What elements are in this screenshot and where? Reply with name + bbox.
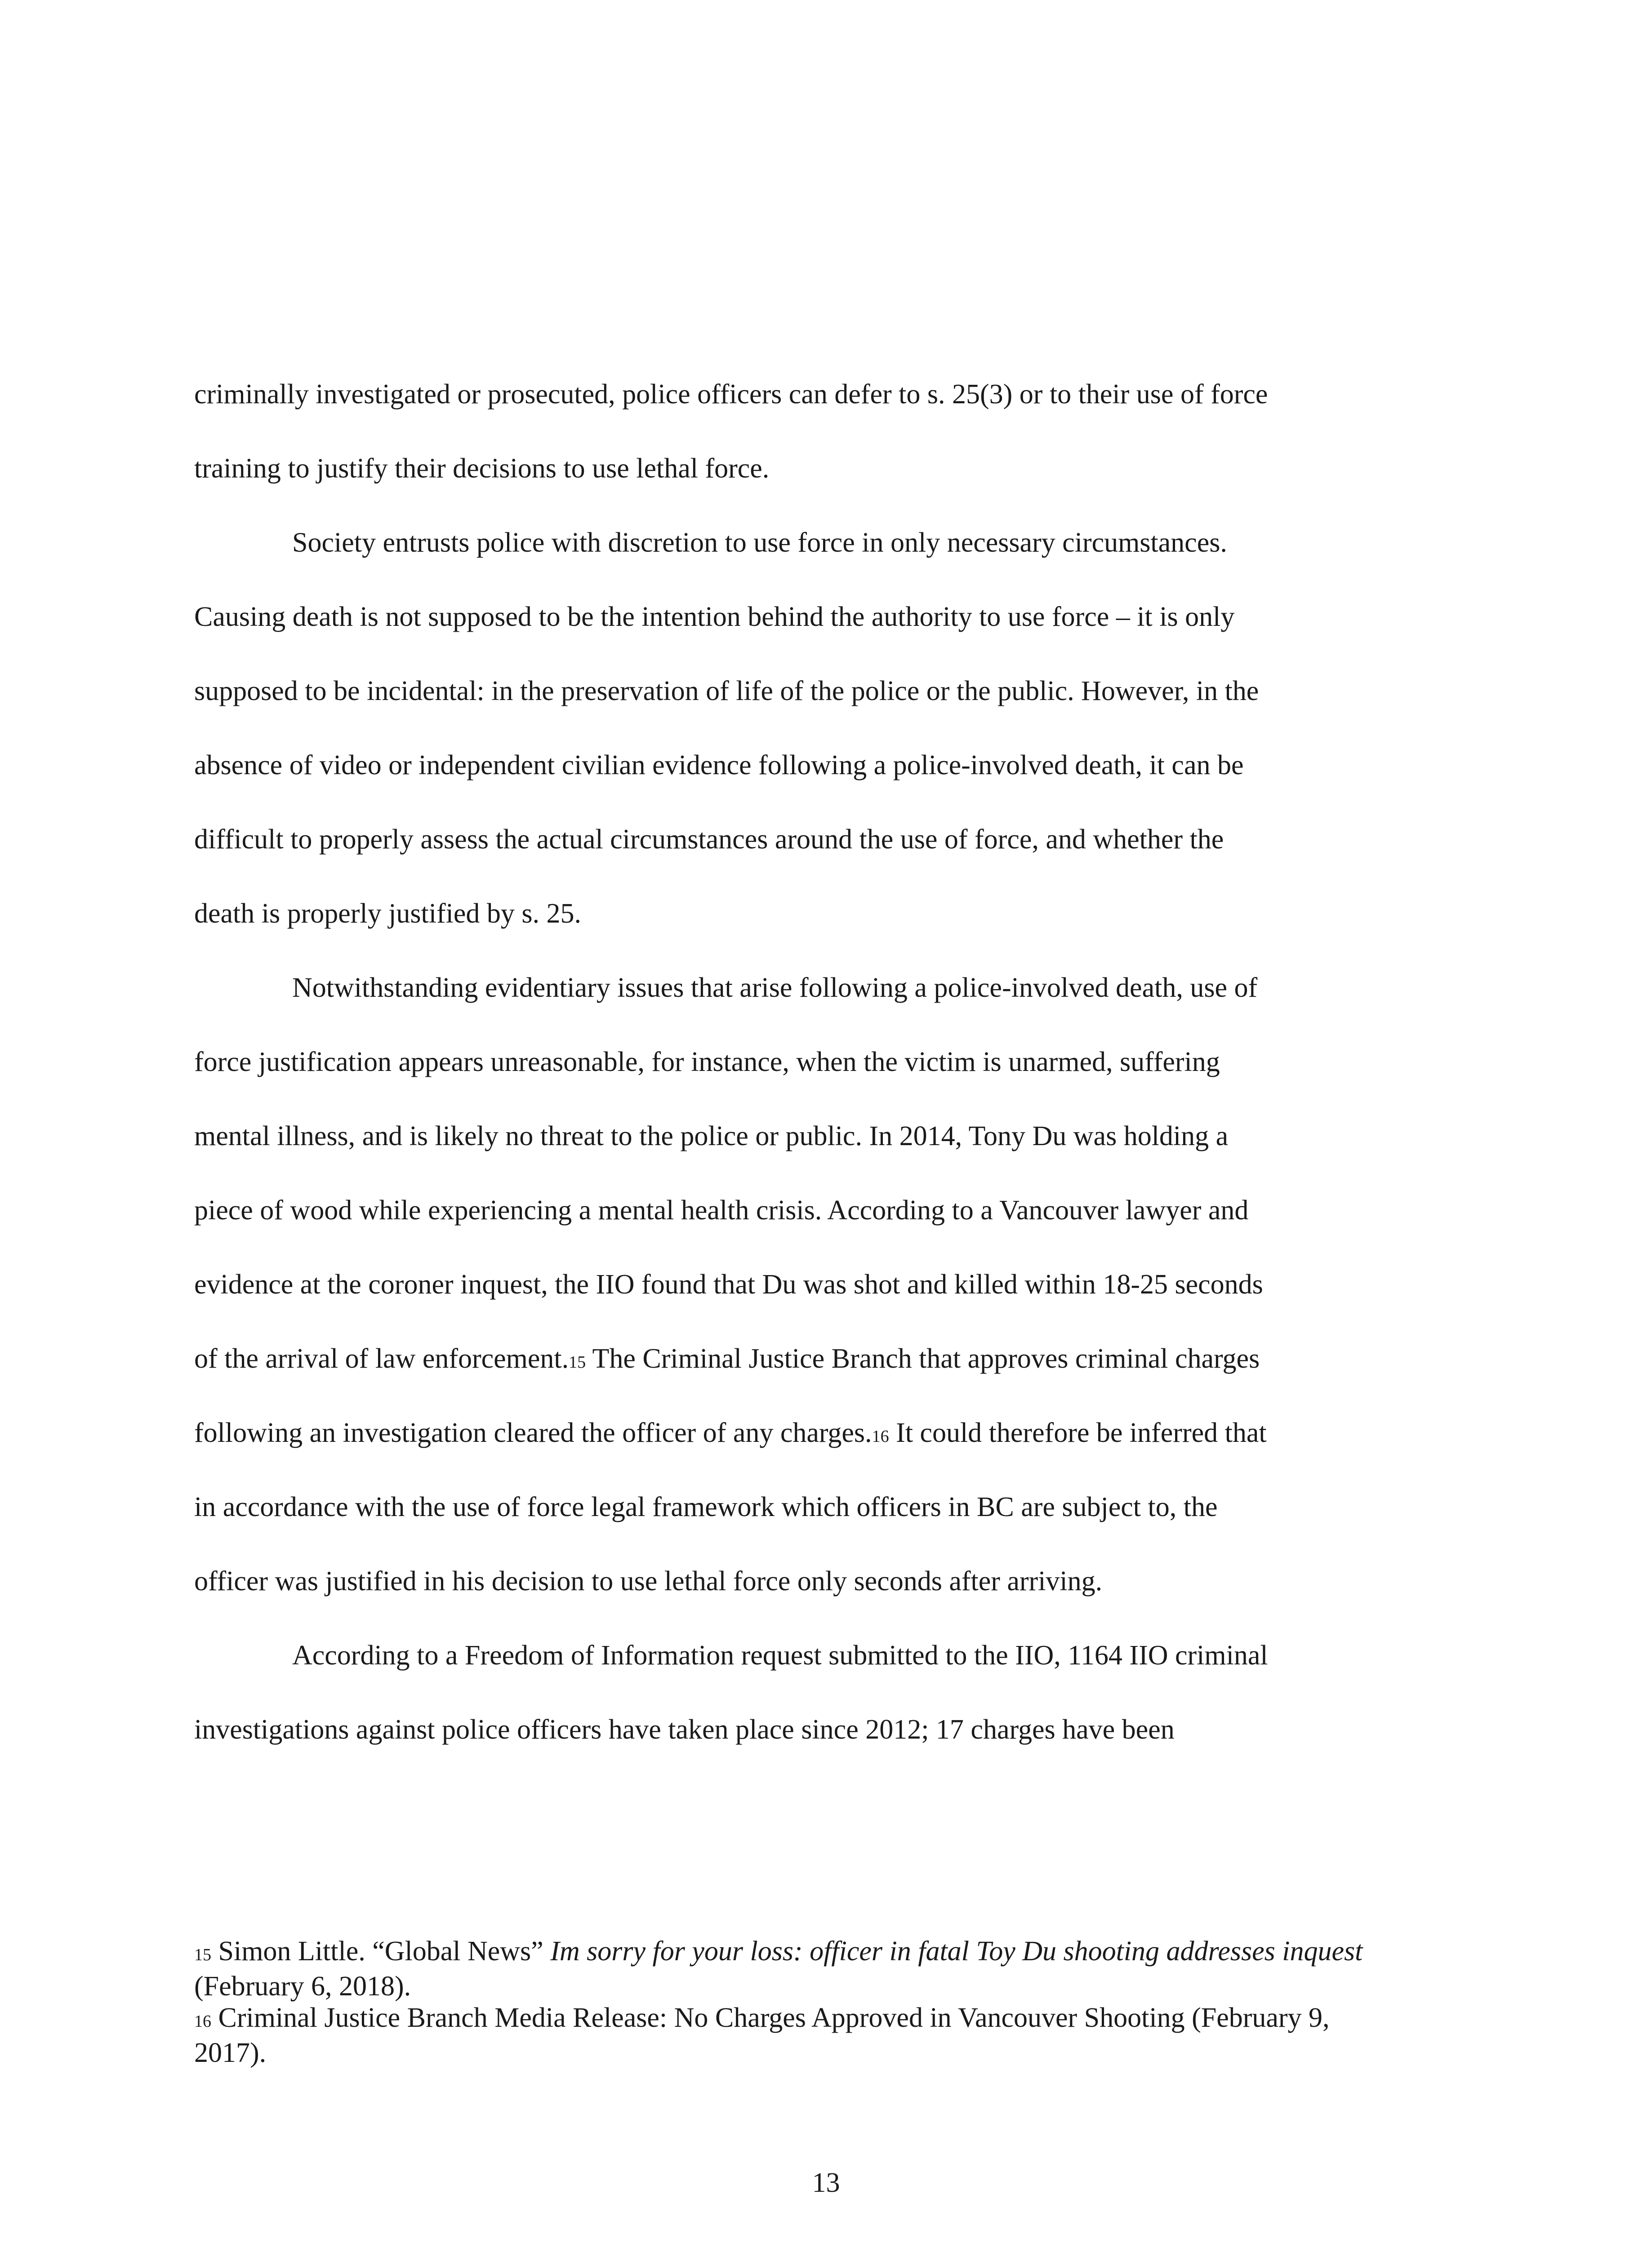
- footnote-15: [194, 1936, 1471, 2002]
- body-line: piece of wood while experiencing a mental health crisis. According to a Vancouver lawyer and: [194, 1195, 1249, 1226]
- paragraph-start-line: Notwithstanding evidentiary issues that arise following a police-involved death, use of: [292, 972, 1258, 1003]
- body-text-segment: following an investigation cleared the officer of any charges.: [194, 1418, 872, 1448]
- body-line: difficult to properly assess the actual circumstances around the use of force, and whether the: [194, 824, 1224, 855]
- body-line: evidence at the coroner inquest, the IIO found that Du was shot and killed within 18-25 seconds: [194, 1269, 1263, 1300]
- footnote-line: [194, 1936, 1471, 1971]
- body-text-segment: It could therefore be inferred that: [889, 1418, 1267, 1448]
- body-text: [194, 357, 1453, 1767]
- body-line: criminally investigated or prosecuted, police officers can defer to s. 25(3) or to their use of force: [194, 379, 1268, 410]
- footnote-text: Simon Little. “Global News”: [211, 1936, 551, 1967]
- body-line: Causing death is not supposed to be the intention behind the authority to use force – it is only: [194, 602, 1235, 632]
- body-line: training to justify their decisions to use lethal force.: [194, 453, 770, 484]
- body-line: mental illness, and is likely no threat to the police or public. In 2014, Tony Du was holding a: [194, 1121, 1229, 1151]
- body-line: [194, 1322, 1453, 1396]
- body-line: [194, 1396, 1453, 1470]
- body-line: death is properly justified by s. 25.: [194, 898, 581, 929]
- body-text-segment: The Criminal Justice Branch that approves criminal charges: [586, 1343, 1260, 1374]
- footnote-reference-15[interactable]: 15: [569, 1353, 586, 1372]
- footnote-article-title: Im sorry for your loss: officer in fatal Toy Du shooting addresses inquest: [550, 1936, 1363, 1967]
- body-line: absence of video or independent civilian evidence following a police-involved death, it can be: [194, 750, 1244, 781]
- body-line: force justification appears unreasonable, for instance, when the victim is unarmed, suffering: [194, 1047, 1220, 1077]
- body-line: officer was justified in his decision to use lethal force only seconds after arriving.: [194, 1566, 1103, 1597]
- paragraph-start-line: Society entrusts police with discretion to use force in only necessary circumstances.: [292, 527, 1227, 558]
- footnote-line: 2017).: [194, 2038, 267, 2068]
- body-text-segment: of the arrival of law enforcement.: [194, 1343, 569, 1374]
- footnote-marker: 16: [194, 2012, 211, 2031]
- paragraph-start-line: According to a Freedom of Information request submitted to the IIO, 1164 IIO criminal: [292, 1640, 1268, 1671]
- footnote-reference-16[interactable]: 16: [872, 1427, 889, 1446]
- body-line: in accordance with the use of force legal framework which officers in BC are subject to, the: [194, 1492, 1218, 1522]
- footnote-text: Criminal Justice Branch Media Release: No Charges Approved in Vancouver Shooting (February 9,: [211, 2003, 1330, 2033]
- footnote-line: [194, 2002, 1471, 2037]
- page-number: 13: [812, 2168, 840, 2198]
- footnote-marker: 15: [194, 1945, 211, 1964]
- footnote-line: (February 6, 2018).: [194, 1971, 411, 2002]
- body-line: investigations against police officers have taken place since 2012; 17 charges have been: [194, 1714, 1175, 1745]
- footnotes: [194, 1936, 1471, 2069]
- footnote-16: [194, 2002, 1471, 2069]
- body-line: supposed to be incidental: in the preservation of life of the police or the public. However, in the: [194, 676, 1259, 706]
